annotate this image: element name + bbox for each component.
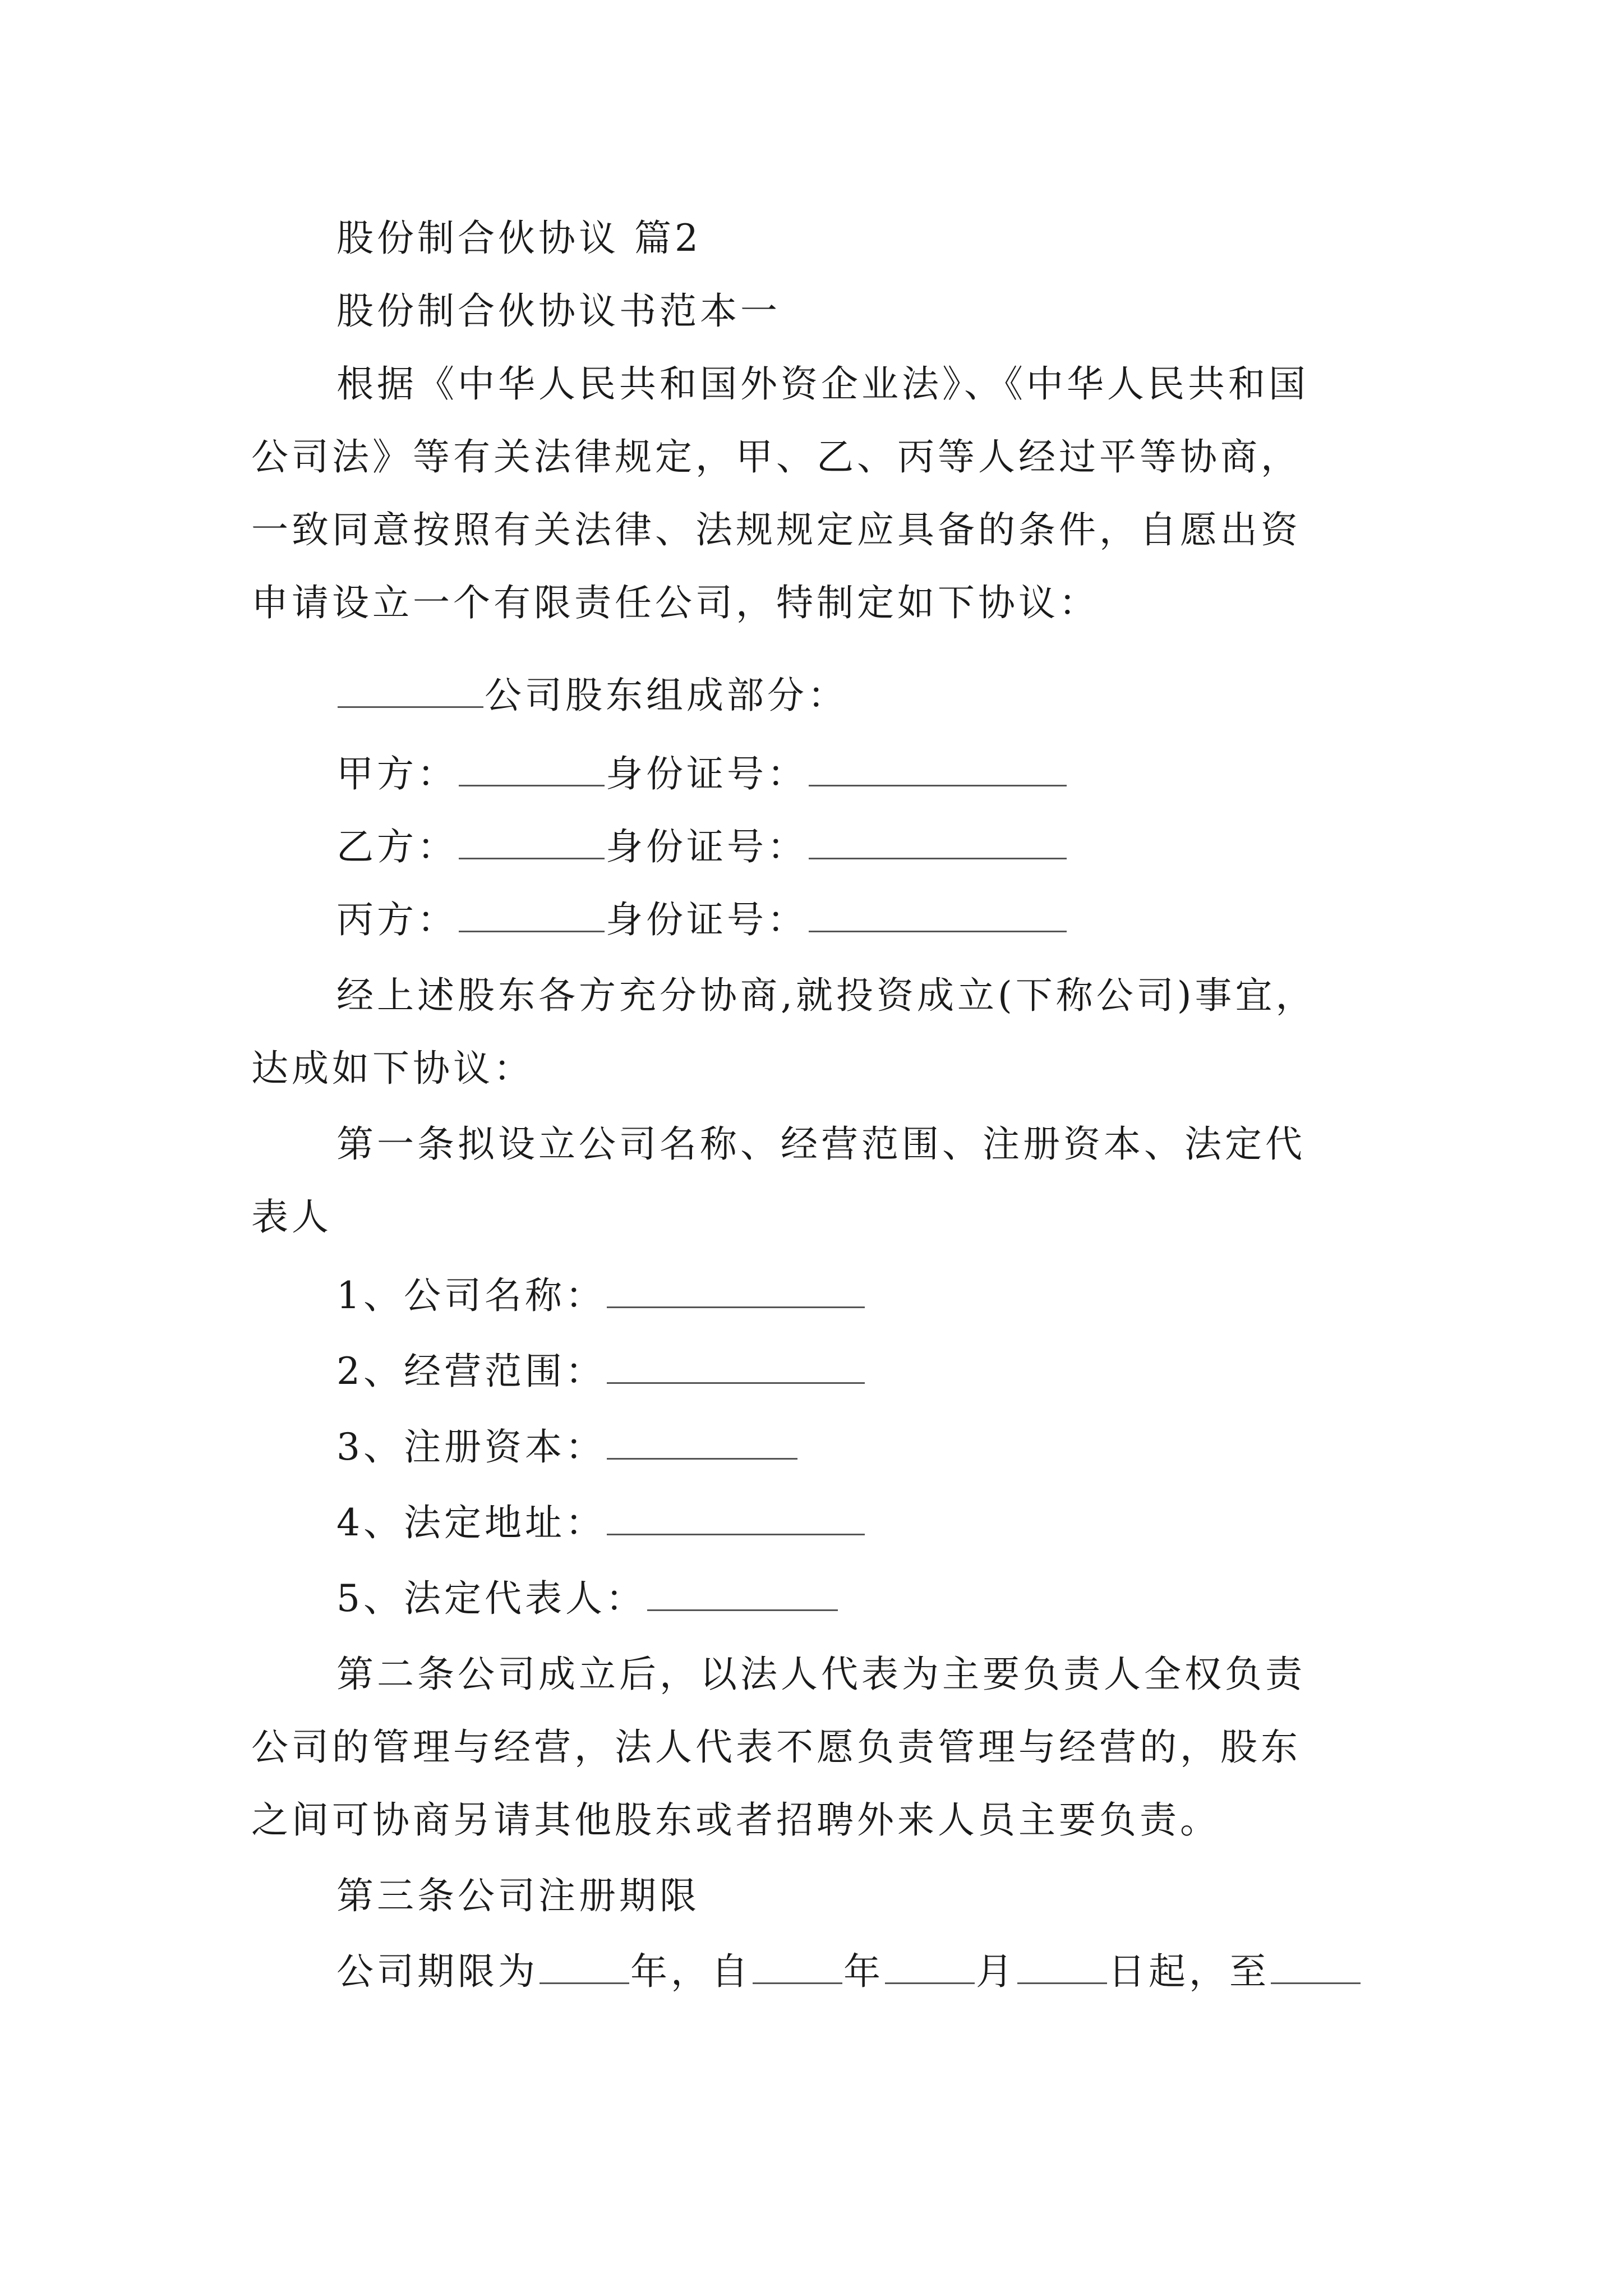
term-text: 年 <box>843 1950 884 1993</box>
party-label: 甲方： <box>336 752 458 795</box>
party-row <box>336 825 1068 869</box>
term-text: 月 <box>976 1950 1016 1993</box>
item-label: 1、公司名称： <box>336 1274 606 1317</box>
party-name-blank <box>459 826 605 859</box>
id-number-blank <box>809 753 1067 786</box>
article1-line-2: 表人 <box>251 1195 332 1239</box>
term-text: 公司期限为 <box>336 1950 538 1993</box>
item-row <box>336 1273 866 1318</box>
id-number-blank <box>809 826 1067 859</box>
shareholders-title: 公司股东组成部分： <box>485 674 848 717</box>
article2-line-1: 第二条公司成立后，以法人代表为主要负责人全权负责 <box>336 1653 1306 1696</box>
term-text: 日起，至 <box>1108 1950 1270 1993</box>
item-label: 5、法定代表人： <box>336 1577 646 1620</box>
party-label: 乙方： <box>336 825 458 868</box>
end-date-blank <box>1271 1951 1361 1984</box>
item-blank <box>647 1578 838 1611</box>
article1-line-1: 第一条拟设立公司名称、经营范围、注册资本、法定代 <box>336 1122 1306 1166</box>
term-text: 年，自 <box>630 1950 751 1993</box>
company-name-blank <box>338 675 483 708</box>
article2-line-3: 之间可协商另请其他股东或者招聘外来人员主要负责。 <box>251 1798 1220 1842</box>
document-heading: 股份制合伙协议 篇2 <box>336 217 702 260</box>
item-row <box>336 1425 799 1470</box>
id-label: 身份证号： <box>606 898 808 941</box>
item-blank <box>607 1275 865 1308</box>
item-blank <box>607 1351 865 1384</box>
item-row <box>336 1576 839 1621</box>
intro-line-3: 一致同意按照有关法律、法规规定应具备的条件，自愿出资 <box>251 508 1301 551</box>
party-row <box>336 752 1068 797</box>
item-label: 2、经营范围： <box>336 1350 606 1393</box>
start-day-blank <box>1017 1951 1107 1984</box>
item-label: 3、注册资本： <box>336 1425 606 1469</box>
item-row <box>336 1349 866 1394</box>
item-blank <box>607 1502 865 1535</box>
article3-title: 第三条公司注册期限 <box>336 1874 700 1917</box>
id-number-blank <box>809 899 1067 932</box>
item-row <box>336 1501 866 1545</box>
item-blank <box>607 1427 797 1460</box>
intro-line-2: 公司法》等有关法律规定，甲、乙、丙等人经过平等协商， <box>251 435 1301 478</box>
start-year-blank <box>753 1951 842 1984</box>
intro-line-4: 申请设立一个有限责任公司，特制定如下协议： <box>251 581 1099 624</box>
consensus-line-2: 达成如下协议： <box>251 1047 534 1090</box>
party-label: 丙方： <box>336 898 458 941</box>
party-row <box>336 898 1068 942</box>
party-name-blank <box>459 899 605 932</box>
article2-line-2: 公司的管理与经营，法人代表不愿负责管理与经营的，股东 <box>251 1726 1301 1769</box>
document-subheading: 股份制合伙协议书范本一 <box>336 289 781 333</box>
id-label: 身份证号： <box>606 825 808 868</box>
item-label: 4、法定地址： <box>336 1501 606 1544</box>
party-name-blank <box>459 753 605 786</box>
shareholders-title-line <box>336 673 848 718</box>
consensus-line-1: 经上述股东各方充分协商,就投资成立(下称公司)事宜， <box>336 974 1316 1017</box>
id-label: 身份证号： <box>606 752 808 795</box>
term-line <box>336 1949 1362 1994</box>
start-month-blank <box>885 1951 975 1984</box>
intro-line-1: 根据《中华人民共和国外资企业法》、《中华人民共和国 <box>336 362 1309 406</box>
term-years-blank <box>540 1951 629 1984</box>
